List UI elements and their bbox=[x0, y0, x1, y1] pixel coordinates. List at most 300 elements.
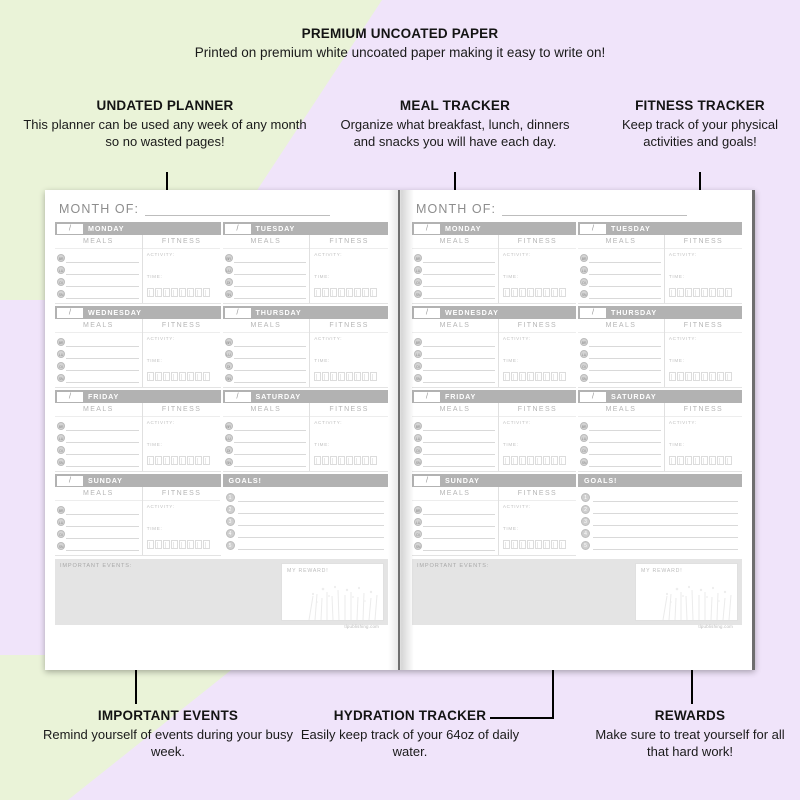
meal-entry-line[interactable] bbox=[423, 446, 495, 455]
water-glass-checkbox[interactable] bbox=[519, 456, 526, 465]
meal-entry-line[interactable] bbox=[423, 254, 495, 263]
goal-entry-line[interactable] bbox=[238, 517, 385, 526]
water-tracker bbox=[503, 540, 566, 549]
fitness-body bbox=[665, 249, 742, 300]
meals-column bbox=[578, 235, 665, 303]
water-glass-checkbox[interactable] bbox=[322, 456, 329, 465]
meal-slot-badge-br: BR bbox=[57, 254, 65, 262]
activity-write-area[interactable] bbox=[503, 509, 573, 526]
water-glass-checkbox[interactable] bbox=[163, 288, 170, 297]
time-write-area[interactable] bbox=[503, 363, 573, 372]
date-separator: / bbox=[591, 307, 595, 317]
day-columns bbox=[55, 403, 221, 472]
water-glass-checkbox[interactable] bbox=[701, 288, 708, 297]
meal-entry-line[interactable] bbox=[234, 290, 307, 299]
water-glass-checkbox[interactable] bbox=[346, 288, 353, 297]
water-glass-checkbox[interactable] bbox=[519, 372, 526, 381]
water-glass-checkbox[interactable] bbox=[543, 372, 550, 381]
activity-write-area[interactable] bbox=[314, 257, 385, 274]
meal-entry-line[interactable] bbox=[66, 278, 139, 287]
water-glass-checkbox[interactable] bbox=[685, 456, 692, 465]
meal-slot-badge-sn: SN bbox=[57, 458, 65, 466]
water-glass-checkbox[interactable] bbox=[155, 288, 162, 297]
water-glass-checkbox[interactable] bbox=[338, 456, 345, 465]
time-label: TIME: bbox=[146, 358, 163, 363]
water-glass-checkbox[interactable] bbox=[543, 540, 550, 549]
day-name-label: SATURDAY bbox=[255, 392, 302, 401]
water-glass-checkbox[interactable] bbox=[330, 372, 337, 381]
date-input-sunday[interactable] bbox=[414, 476, 440, 486]
time-write-area[interactable] bbox=[669, 447, 739, 456]
water-glass-checkbox[interactable] bbox=[163, 372, 170, 381]
water-glass-checkbox[interactable] bbox=[354, 456, 361, 465]
meal-entry-line[interactable] bbox=[589, 446, 661, 455]
water-glass-checkbox[interactable] bbox=[187, 456, 194, 465]
water-glass-checkbox[interactable] bbox=[330, 456, 337, 465]
water-glass-checkbox[interactable] bbox=[527, 456, 534, 465]
meal-entry-line[interactable] bbox=[66, 458, 139, 467]
water-glass-checkbox[interactable] bbox=[147, 456, 154, 465]
water-glass-checkbox[interactable] bbox=[338, 288, 345, 297]
water-glass-checkbox[interactable] bbox=[709, 288, 716, 297]
meal-entry-line[interactable] bbox=[66, 422, 139, 431]
goal-number-badge: 1 bbox=[581, 493, 590, 502]
water-glass-checkbox[interactable] bbox=[503, 540, 510, 549]
water-glass-checkbox[interactable] bbox=[535, 540, 542, 549]
water-glass-checkbox[interactable] bbox=[519, 540, 526, 549]
day-columns bbox=[55, 235, 221, 304]
meal-slot-row bbox=[57, 504, 139, 516]
water-glass-checkbox[interactable] bbox=[370, 372, 377, 381]
water-glass-checkbox[interactable] bbox=[203, 456, 210, 465]
time-write-area[interactable] bbox=[669, 363, 739, 372]
annotation-title: FITNESS TRACKER bbox=[635, 98, 765, 113]
water-tracker bbox=[669, 372, 732, 381]
meal-entry-line[interactable] bbox=[66, 542, 139, 551]
meal-slot-badge-sn: SN bbox=[414, 374, 422, 382]
meal-slot-row bbox=[57, 336, 139, 348]
goal-entry-line[interactable] bbox=[238, 493, 385, 502]
planner-week-row bbox=[55, 222, 388, 304]
date-input-monday[interactable] bbox=[414, 224, 440, 234]
annotation-body: Remind yourself of events during your busy week. bbox=[42, 727, 293, 760]
activity-write-area[interactable] bbox=[669, 341, 739, 358]
fitness-column-header: FITNESS bbox=[143, 487, 221, 501]
water-glass-checkbox[interactable] bbox=[535, 372, 542, 381]
fitness-column bbox=[143, 487, 221, 555]
day-header bbox=[412, 474, 576, 487]
meal-entry-line[interactable] bbox=[234, 434, 307, 443]
water-glass-checkbox[interactable] bbox=[171, 540, 178, 549]
meal-entry-line[interactable] bbox=[66, 518, 139, 527]
goal-number-badge: 3 bbox=[226, 517, 235, 526]
meal-entry-line[interactable] bbox=[589, 350, 661, 359]
planner-week-row bbox=[412, 390, 742, 472]
goal-entry-line[interactable] bbox=[238, 505, 385, 514]
water-glass-checkbox[interactable] bbox=[155, 456, 162, 465]
water-glass-checkbox[interactable] bbox=[179, 372, 186, 381]
water-glass-checkbox[interactable] bbox=[677, 456, 684, 465]
meal-entry-line[interactable] bbox=[234, 278, 307, 287]
water-glass-checkbox[interactable] bbox=[362, 456, 369, 465]
annotation-title: HYDRATION TRACKER bbox=[333, 708, 487, 723]
fitness-column-header: FITNESS bbox=[143, 319, 221, 333]
time-write-area[interactable] bbox=[147, 363, 218, 372]
water-glass-checkbox[interactable] bbox=[543, 456, 550, 465]
water-glass-checkbox[interactable] bbox=[155, 372, 162, 381]
my-reward-box[interactable] bbox=[281, 563, 384, 629]
goal-row bbox=[581, 503, 738, 515]
water-glass-checkbox[interactable] bbox=[559, 372, 566, 381]
water-glass-checkbox[interactable] bbox=[551, 540, 558, 549]
meal-slot-list bbox=[412, 333, 498, 387]
water-glass-checkbox[interactable] bbox=[693, 288, 700, 297]
water-glass-checkbox[interactable] bbox=[511, 456, 518, 465]
goal-number-badge: 4 bbox=[581, 529, 590, 538]
water-glass-checkbox[interactable] bbox=[709, 456, 716, 465]
meal-entry-line[interactable] bbox=[423, 458, 495, 467]
meal-entry-line[interactable] bbox=[234, 362, 307, 371]
water-glass-checkbox[interactable] bbox=[338, 372, 345, 381]
water-glass-checkbox[interactable] bbox=[527, 372, 534, 381]
water-glass-checkbox[interactable] bbox=[685, 288, 692, 297]
meal-entry-line[interactable] bbox=[423, 422, 495, 431]
meal-entry-line[interactable] bbox=[423, 362, 495, 371]
water-glass-checkbox[interactable] bbox=[187, 540, 194, 549]
day-name-label: MONDAY bbox=[445, 224, 482, 233]
water-glass-checkbox[interactable] bbox=[203, 372, 210, 381]
water-glass-checkbox[interactable] bbox=[362, 372, 369, 381]
water-glass-checkbox[interactable] bbox=[195, 288, 202, 297]
goal-number-badge: 3 bbox=[581, 517, 590, 526]
planner-week-row bbox=[412, 222, 742, 304]
planner-day-friday bbox=[55, 390, 221, 472]
meals-column bbox=[412, 235, 499, 303]
meal-slot-row bbox=[414, 276, 495, 288]
annotation-fitness-tracker bbox=[600, 98, 800, 150]
goal-number-badge: 1 bbox=[226, 493, 235, 502]
water-glass-checkbox[interactable] bbox=[171, 456, 178, 465]
activity-write-area[interactable] bbox=[147, 509, 218, 526]
date-input-tuesday[interactable] bbox=[580, 224, 606, 234]
meal-entry-line[interactable] bbox=[589, 278, 661, 287]
water-glass-checkbox[interactable] bbox=[195, 456, 202, 465]
watermark-label: tlpublishing.com bbox=[698, 624, 733, 629]
meal-entry-line[interactable] bbox=[234, 254, 307, 263]
water-glass-checkbox[interactable] bbox=[314, 456, 321, 465]
water-glass-checkbox[interactable] bbox=[362, 288, 369, 297]
water-glass-checkbox[interactable] bbox=[195, 372, 202, 381]
water-glass-checkbox[interactable] bbox=[179, 540, 186, 549]
fitness-column-header: FITNESS bbox=[665, 319, 742, 333]
water-glass-checkbox[interactable] bbox=[346, 456, 353, 465]
meal-entry-line[interactable] bbox=[66, 290, 139, 299]
meal-entry-line[interactable] bbox=[589, 458, 661, 467]
meal-slot-row bbox=[225, 444, 307, 456]
meal-entry-line[interactable] bbox=[66, 362, 139, 371]
goal-entry-line[interactable] bbox=[593, 517, 738, 526]
meal-entry-line[interactable] bbox=[589, 422, 661, 431]
month-of-label: MONTH OF: bbox=[59, 202, 140, 216]
water-glass-checkbox[interactable] bbox=[527, 540, 534, 549]
meal-entry-line[interactable] bbox=[423, 290, 495, 299]
meal-entry-line[interactable] bbox=[589, 434, 661, 443]
water-glass-checkbox[interactable] bbox=[725, 372, 732, 381]
activity-label: ACTIVITY: bbox=[668, 336, 697, 341]
goal-entry-line[interactable] bbox=[593, 505, 738, 514]
water-glass-checkbox[interactable] bbox=[163, 540, 170, 549]
meal-entry-line[interactable] bbox=[423, 518, 495, 527]
activity-label: ACTIVITY: bbox=[502, 336, 531, 341]
meal-entry-line[interactable] bbox=[234, 350, 307, 359]
meal-entry-line[interactable] bbox=[66, 374, 139, 383]
meal-slot-badge-di: DI bbox=[225, 446, 233, 454]
water-glass-checkbox[interactable] bbox=[503, 372, 510, 381]
time-write-area[interactable] bbox=[147, 279, 218, 288]
time-write-area[interactable] bbox=[314, 447, 385, 456]
meal-entry-line[interactable] bbox=[66, 266, 139, 275]
annotation-important-events bbox=[38, 708, 298, 760]
water-glass-checkbox[interactable] bbox=[187, 288, 194, 297]
activity-write-area[interactable] bbox=[147, 341, 218, 358]
date-input-thursday[interactable] bbox=[580, 308, 606, 318]
activity-write-area[interactable] bbox=[669, 257, 739, 274]
meal-entry-line[interactable] bbox=[66, 506, 139, 515]
activity-write-area[interactable] bbox=[669, 425, 739, 442]
water-glass-checkbox[interactable] bbox=[559, 288, 566, 297]
water-glass-checkbox[interactable] bbox=[725, 456, 732, 465]
fitness-column bbox=[665, 319, 742, 387]
meal-slot-badge-lu: LU bbox=[225, 350, 233, 358]
water-glass-checkbox[interactable] bbox=[314, 288, 321, 297]
water-glass-checkbox[interactable] bbox=[519, 288, 526, 297]
date-input-sunday[interactable] bbox=[57, 476, 83, 486]
water-glass-checkbox[interactable] bbox=[535, 288, 542, 297]
water-glass-checkbox[interactable] bbox=[725, 288, 732, 297]
water-glass-checkbox[interactable] bbox=[527, 288, 534, 297]
meals-column-header: MEALS bbox=[223, 235, 310, 249]
meal-slot-badge-di: DI bbox=[414, 362, 422, 370]
water-glass-checkbox[interactable] bbox=[669, 288, 676, 297]
water-glass-checkbox[interactable] bbox=[559, 456, 566, 465]
meals-column-header: MEALS bbox=[412, 319, 498, 333]
goal-entry-line[interactable] bbox=[593, 541, 738, 550]
meal-entry-line[interactable] bbox=[66, 530, 139, 539]
planner-week-row bbox=[55, 390, 388, 472]
water-glass-checkbox[interactable] bbox=[677, 288, 684, 297]
water-glass-checkbox[interactable] bbox=[147, 372, 154, 381]
time-write-area[interactable] bbox=[503, 531, 573, 540]
activity-write-area[interactable] bbox=[147, 257, 218, 274]
time-label: TIME: bbox=[314, 358, 330, 363]
water-glass-checkbox[interactable] bbox=[370, 288, 377, 297]
meal-entry-line[interactable] bbox=[589, 290, 661, 299]
water-glass-checkbox[interactable] bbox=[701, 456, 708, 465]
meal-entry-line[interactable] bbox=[66, 350, 139, 359]
meal-entry-line[interactable] bbox=[234, 266, 307, 275]
fitness-body bbox=[499, 249, 576, 300]
meal-entry-line[interactable] bbox=[234, 422, 307, 431]
time-write-area[interactable] bbox=[147, 531, 218, 540]
water-glass-checkbox[interactable] bbox=[147, 288, 154, 297]
water-tracker bbox=[147, 372, 210, 381]
water-glass-checkbox[interactable] bbox=[179, 456, 186, 465]
water-glass-checkbox[interactable] bbox=[669, 372, 676, 381]
water-glass-checkbox[interactable] bbox=[511, 540, 518, 549]
fitness-column bbox=[499, 319, 576, 387]
meal-entry-line[interactable] bbox=[66, 446, 139, 455]
activity-write-area[interactable] bbox=[147, 425, 218, 442]
day-columns bbox=[578, 235, 742, 304]
water-glass-checkbox[interactable] bbox=[163, 456, 170, 465]
meal-slot-list bbox=[55, 501, 142, 555]
meal-entry-line[interactable] bbox=[589, 374, 661, 383]
activity-label: ACTIVITY: bbox=[146, 420, 175, 425]
date-input-wednesday[interactable] bbox=[414, 308, 440, 318]
meal-entry-line[interactable] bbox=[423, 338, 495, 347]
water-glass-checkbox[interactable] bbox=[322, 288, 329, 297]
water-glass-checkbox[interactable] bbox=[203, 288, 210, 297]
date-input-monday[interactable] bbox=[57, 224, 83, 234]
month-of-input[interactable] bbox=[145, 205, 330, 216]
meal-entry-line[interactable] bbox=[423, 374, 495, 383]
time-write-area[interactable] bbox=[503, 447, 573, 456]
meal-slot-row bbox=[580, 456, 661, 468]
time-write-area[interactable] bbox=[147, 447, 218, 456]
meal-entry-line[interactable] bbox=[234, 458, 307, 467]
meals-column-header: MEALS bbox=[578, 235, 664, 249]
water-glass-checkbox[interactable] bbox=[717, 456, 724, 465]
goal-entry-line[interactable] bbox=[238, 541, 385, 550]
goal-entry-line[interactable] bbox=[593, 493, 738, 502]
water-glass-checkbox[interactable] bbox=[314, 372, 321, 381]
fitness-column-header: FITNESS bbox=[310, 319, 388, 333]
water-glass-checkbox[interactable] bbox=[677, 372, 684, 381]
meal-entry-line[interactable] bbox=[234, 338, 307, 347]
meal-entry-line[interactable] bbox=[66, 338, 139, 347]
activity-write-area[interactable] bbox=[503, 425, 573, 442]
meal-entry-line[interactable] bbox=[234, 374, 307, 383]
date-input-friday[interactable] bbox=[414, 392, 440, 402]
water-glass-checkbox[interactable] bbox=[693, 456, 700, 465]
meal-slot-badge-di: DI bbox=[57, 362, 65, 370]
water-glass-checkbox[interactable] bbox=[685, 372, 692, 381]
fitness-body bbox=[143, 333, 221, 384]
activity-write-area[interactable] bbox=[314, 341, 385, 358]
time-write-area[interactable] bbox=[503, 279, 573, 288]
water-glass-checkbox[interactable] bbox=[354, 372, 361, 381]
water-glass-checkbox[interactable] bbox=[717, 288, 724, 297]
activity-write-area[interactable] bbox=[503, 257, 573, 274]
activity-write-area[interactable] bbox=[314, 425, 385, 442]
water-glass-checkbox[interactable] bbox=[187, 372, 194, 381]
meal-slot-row bbox=[57, 432, 139, 444]
meal-slot-row bbox=[414, 252, 495, 264]
water-glass-checkbox[interactable] bbox=[669, 456, 676, 465]
water-glass-checkbox[interactable] bbox=[701, 372, 708, 381]
meal-slot-badge-sn: SN bbox=[414, 290, 422, 298]
fitness-column-header: FITNESS bbox=[499, 487, 576, 501]
water-glass-checkbox[interactable] bbox=[171, 288, 178, 297]
water-glass-checkbox[interactable] bbox=[551, 372, 558, 381]
meal-entry-line[interactable] bbox=[589, 266, 661, 275]
water-glass-checkbox[interactable] bbox=[543, 288, 550, 297]
water-glass-checkbox[interactable] bbox=[322, 372, 329, 381]
meal-entry-line[interactable] bbox=[589, 362, 661, 371]
water-glass-checkbox[interactable] bbox=[511, 372, 518, 381]
water-glass-checkbox[interactable] bbox=[203, 540, 210, 549]
meals-column bbox=[55, 487, 143, 555]
meal-entry-line[interactable] bbox=[234, 446, 307, 455]
meal-entry-line[interactable] bbox=[66, 254, 139, 263]
time-write-area[interactable] bbox=[314, 279, 385, 288]
meal-slot-row bbox=[225, 252, 307, 264]
meal-entry-line[interactable] bbox=[423, 542, 495, 551]
meal-slot-row bbox=[580, 444, 661, 456]
meal-entry-line[interactable] bbox=[423, 530, 495, 539]
goal-entry-line[interactable] bbox=[593, 529, 738, 538]
meal-entry-line[interactable] bbox=[423, 266, 495, 275]
day-columns bbox=[55, 487, 221, 556]
water-glass-checkbox[interactable] bbox=[370, 456, 377, 465]
meal-slot-row bbox=[225, 276, 307, 288]
water-glass-checkbox[interactable] bbox=[503, 456, 510, 465]
time-label: TIME: bbox=[502, 358, 519, 363]
time-write-area[interactable] bbox=[314, 363, 385, 372]
date-input-saturday[interactable] bbox=[225, 392, 251, 402]
water-glass-checkbox[interactable] bbox=[551, 456, 558, 465]
date-input-wednesday[interactable] bbox=[57, 308, 83, 318]
meal-entry-line[interactable] bbox=[423, 278, 495, 287]
water-glass-checkbox[interactable] bbox=[535, 456, 542, 465]
water-glass-checkbox[interactable] bbox=[179, 288, 186, 297]
my-reward-box[interactable] bbox=[635, 563, 738, 629]
time-write-area[interactable] bbox=[669, 279, 739, 288]
fitness-body bbox=[499, 333, 576, 384]
meal-entry-line[interactable] bbox=[423, 350, 495, 359]
day-name-label: SUNDAY bbox=[88, 476, 123, 485]
date-input-saturday[interactable] bbox=[580, 392, 606, 402]
water-glass-checkbox[interactable] bbox=[693, 372, 700, 381]
meal-entry-line[interactable] bbox=[423, 434, 495, 443]
water-glass-checkbox[interactable] bbox=[354, 288, 361, 297]
water-glass-checkbox[interactable] bbox=[346, 372, 353, 381]
water-glass-checkbox[interactable] bbox=[330, 288, 337, 297]
date-input-tuesday[interactable] bbox=[225, 224, 251, 234]
water-glass-checkbox[interactable] bbox=[559, 540, 566, 549]
activity-write-area[interactable] bbox=[503, 341, 573, 358]
planner-goals bbox=[578, 474, 742, 556]
meal-entry-line[interactable] bbox=[66, 434, 139, 443]
date-input-friday[interactable] bbox=[57, 392, 83, 402]
water-glass-checkbox[interactable] bbox=[511, 288, 518, 297]
water-glass-checkbox[interactable] bbox=[503, 288, 510, 297]
water-glass-checkbox[interactable] bbox=[147, 540, 154, 549]
meal-entry-line[interactable] bbox=[423, 506, 495, 515]
goal-entry-line[interactable] bbox=[238, 529, 385, 538]
month-of-input[interactable] bbox=[502, 205, 687, 216]
water-glass-checkbox[interactable] bbox=[155, 540, 162, 549]
meal-entry-line[interactable] bbox=[589, 254, 661, 263]
water-glass-checkbox[interactable] bbox=[709, 372, 716, 381]
date-input-thursday[interactable] bbox=[225, 308, 251, 318]
water-glass-checkbox[interactable] bbox=[717, 372, 724, 381]
water-glass-checkbox[interactable] bbox=[551, 288, 558, 297]
water-glass-checkbox[interactable] bbox=[171, 372, 178, 381]
water-glass-checkbox[interactable] bbox=[195, 540, 202, 549]
planner-day-monday bbox=[412, 222, 576, 304]
meal-entry-line[interactable] bbox=[589, 338, 661, 347]
